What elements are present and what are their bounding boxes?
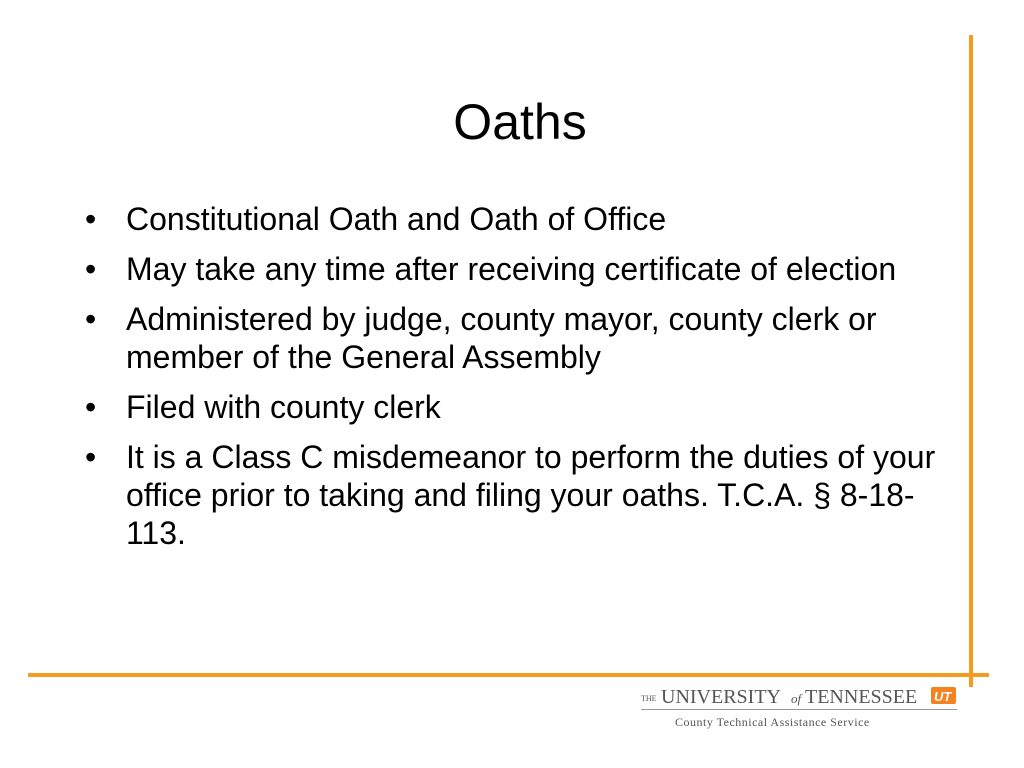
- logo-university-text: UNIVERSITY: [661, 686, 781, 708]
- bullet-list: [85, 200, 955, 564]
- bullet-text: Administered by judge, county mayor, county clerk or member of the General Assembly: [126, 301, 877, 375]
- bullet-marker: •: [85, 301, 97, 337]
- bullet-text: Constitutional Oath and Oath of Office: [126, 201, 667, 237]
- logo-service-text: County Technical Assistance Service: [675, 715, 870, 729]
- bullet-text: May take any time after receiving certificate of election: [126, 251, 897, 287]
- logo-mark-text: UT: [934, 689, 952, 704]
- bullet-item: [85, 250, 955, 288]
- logo-tennessee-text: TENNESSEE: [805, 686, 918, 708]
- logo-of-text: of: [791, 691, 802, 706]
- logo-the-text: THE: [641, 694, 657, 703]
- bullet-item: [85, 300, 955, 376]
- bullet-text: Filed with county clerk: [126, 389, 441, 425]
- logo-divider: [641, 709, 957, 710]
- bullet-text: It is a Class C misdemeanor to perform the duties of your office prior to taking and filing your oaths. T.C.A. § 8-18-113.: [126, 439, 936, 551]
- bullet-item: [85, 388, 955, 426]
- bullet-marker: •: [85, 201, 97, 237]
- slide-title: Oaths: [453, 94, 587, 150]
- accent-horizontal-line: [28, 673, 989, 677]
- bullet-marker: •: [85, 389, 97, 425]
- bullet-marker: •: [85, 251, 97, 287]
- bullet-item: [85, 438, 955, 552]
- university-logo: [641, 684, 961, 732]
- bullet-marker: •: [85, 439, 97, 475]
- ut-logo-mark: [931, 687, 956, 704]
- bullet-item: [85, 200, 955, 238]
